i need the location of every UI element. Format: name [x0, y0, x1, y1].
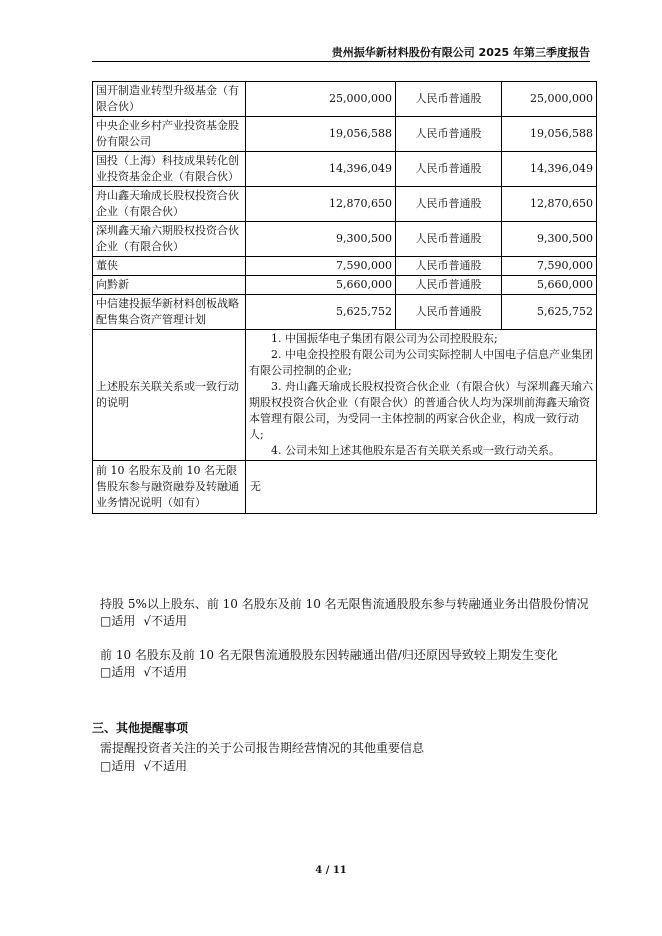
- related-party-label: 上述股东关联关系或一致行动的说明: [93, 330, 246, 461]
- table-row: [93, 117, 597, 152]
- holder-name: 中信建投振华新材料创板战略配售集合资产管理计划: [93, 295, 246, 330]
- holder-name: 董侠: [93, 257, 246, 276]
- option-not-applicable: √不适用: [143, 614, 187, 628]
- share-type: 人民币普通股: [396, 82, 502, 117]
- holder-name: 深圳鑫天瑜六期股权投资合伙企业（有限合伙）: [93, 222, 246, 257]
- shares-held: 9,300,500: [246, 222, 396, 257]
- shares-held: 5,660,000: [246, 276, 396, 295]
- share-count: 5,625,752: [502, 295, 597, 330]
- share-count: 5,660,000: [502, 276, 597, 295]
- share-count: 12,870,650: [502, 187, 597, 222]
- option-not-applicable: √不适用: [143, 759, 187, 773]
- option-applicable: □适用: [100, 665, 136, 679]
- share-type: 人民币普通股: [396, 295, 502, 330]
- change-options: [100, 664, 195, 681]
- table-row: [93, 82, 597, 117]
- option-not-applicable: √不适用: [143, 665, 187, 679]
- related-party-row: [93, 330, 597, 461]
- page-header: 贵州振华新材料股份有限公司 2025 年第三季度报告: [331, 46, 590, 59]
- share-type: 人民币普通股: [396, 222, 502, 257]
- shares-held: 19,056,588: [246, 117, 396, 152]
- shares-held: 7,590,000: [246, 257, 396, 276]
- lending-options: [100, 613, 195, 630]
- shares-held: 25,000,000: [246, 82, 396, 117]
- share-count: 14,396,049: [502, 152, 597, 187]
- section-three-options: [100, 758, 195, 775]
- share-count: 25,000,000: [502, 82, 597, 117]
- share-type: 人民币普通股: [396, 117, 502, 152]
- related-note: 4. 公司未知上述其他股东是否有关联关系或一致行动关系。: [271, 444, 560, 457]
- share-type: 人民币普通股: [396, 276, 502, 295]
- share-type: 人民币普通股: [396, 152, 502, 187]
- related-note: 3. 舟山鑫天瑜成长股权投资合伙企业（有限合伙）与深圳鑫天瑜六期股权投资合伙企业（有限合伙）的普通合伙人均为深圳前海鑫天瑜资本管理有限公司，为受同一主体控制的两家合伙企业，构成一致行动人;: [249, 380, 593, 441]
- related-note: 1. 中国振华电子集团有限公司为公司控股股东;: [271, 332, 498, 345]
- page-number: 4 / 11: [315, 865, 347, 876]
- section-three-text: 需提醒投资者关注的关于公司报告期经营情况的其他重要信息: [100, 741, 425, 755]
- shares-held: 5,625,752: [246, 295, 396, 330]
- table-row: [93, 152, 597, 187]
- holder-name: 舟山鑫天瑜成长股权投资合伙企业（有限合伙）: [93, 187, 246, 222]
- share-count: 9,300,500: [502, 222, 597, 257]
- holder-name: 中央企业乡村产业投资基金股份有限公司: [93, 117, 246, 152]
- section-three-heading: 三、其他提醒事项: [92, 721, 189, 735]
- related-note: 2. 中电金投控股有限公司为公司实际控制人中国电子信息产业集团有限公司控制的企业;: [249, 348, 593, 377]
- margin-trading-label: 前 10 名股东及前 10 名无限售股东参与融资融券及转融通业务情况说明（如有）: [93, 461, 246, 514]
- table-row: [93, 187, 597, 222]
- table-row: [93, 276, 597, 295]
- margin-trading-value: 无: [246, 461, 597, 514]
- shares-held: 12,870,650: [246, 187, 396, 222]
- share-type: 人民币普通股: [396, 187, 502, 222]
- shareholders-table: [92, 81, 597, 514]
- option-applicable: □适用: [100, 614, 136, 628]
- header-rule: [92, 61, 590, 62]
- holder-name: 国开制造业转型升级基金（有限合伙）: [93, 82, 246, 117]
- share-count: 7,590,000: [502, 257, 597, 276]
- margin-trading-row: [93, 461, 597, 514]
- holder-name: 国投（上海）科技成果转化创业投资基金企业（有限合伙）: [93, 152, 246, 187]
- shares-held: 14,396,049: [246, 152, 396, 187]
- change-title: 前 10 名股东及前 10 名无限售流通股股东因转融通出借/归还原因导致较上期发生变化: [100, 648, 558, 662]
- share-type: 人民币普通股: [396, 257, 502, 276]
- table-row: [93, 295, 597, 330]
- lending-title: 持股 5%以上股东、前 10 名股东及前 10 名无限售流通股股东参与转融通业务出借股份情况: [100, 597, 589, 611]
- related-party-notes: [246, 330, 597, 461]
- table-row: [93, 222, 597, 257]
- share-count: 19,056,588: [502, 117, 597, 152]
- option-applicable: □适用: [100, 759, 136, 773]
- table-row: [93, 257, 597, 276]
- holder-name: 向黔新: [93, 276, 246, 295]
